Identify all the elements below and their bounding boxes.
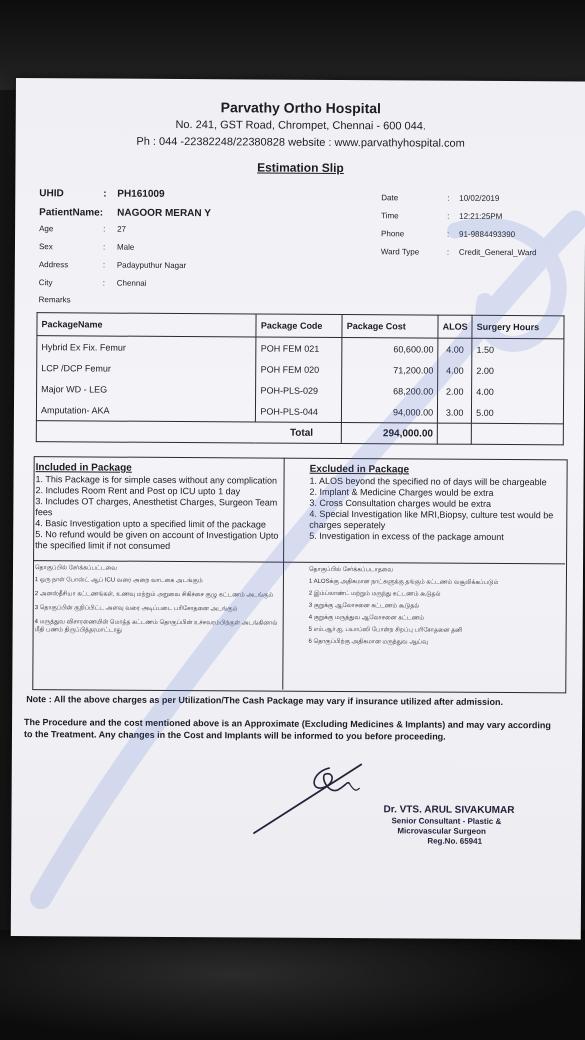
surgery-hours-cell: 5.00 <box>472 402 564 424</box>
list-item: 2 அனஸ்தீசியா கட்டணங்கள், உணவு மற்றும் அறுவை சிகிச்சை குழு கட்டணம் அடங்கும் <box>34 591 274 599</box>
list-item: 3 குறுக்கு ஆலோசனை கட்டணம் கூடுதல் <box>308 602 420 610</box>
estimation-slip-document <box>11 78 585 939</box>
package-name-cell: Major WD - LEG <box>37 378 257 400</box>
time-colon: : <box>447 211 450 221</box>
list-item: 1 ஒரு நாள் போஸ்ட் ஆப் ICU வரை அறை வாடகை அடங்கும் <box>34 577 203 585</box>
age-value: 27 <box>117 224 127 234</box>
hospital-address: No. 241, GST Road, Chrompet, Chennai - 600 044. <box>175 118 426 133</box>
col-header: Surgery Hours <box>472 315 564 339</box>
package-name-cell: Hybrid Ex Fix. Femur <box>37 336 257 359</box>
slip-title: Estimation Slip <box>257 160 344 176</box>
note-insurance: Note : All the above charges as per Utilization/The Cash Package may vary if insurance utilized after admission. <box>26 694 504 707</box>
package-code-cell: POH-PLS-029 <box>256 379 342 401</box>
list-item: 4 மருத்துவ விசாரணையின் மொத்த கட்டணம் தொகுப்பின் உச்சவரம்பிற்குள் அடங்கினால் மீதி பணம் திருப்பித்தரமாட்டாது <box>34 619 278 634</box>
time-value: 12:21:25PM <box>459 211 503 221</box>
address-label: Address <box>38 260 69 270</box>
col-header: Package Cost <box>342 314 438 338</box>
city-value: Chennai <box>116 278 147 288</box>
alos-cell: 3.00 <box>438 402 472 424</box>
remarks-label: Remarks <box>38 295 71 305</box>
excluded-title: Excluded in Package <box>309 463 410 476</box>
col-header: ALOS <box>438 315 472 338</box>
list-item: 3 தொகுப்பின் குறிப்பிட்ட அளவு வரை அடிப்படை பரிசோதனை அடங்கும் <box>34 605 238 613</box>
list-item: 3. Includes OT charges, Anesthetist Charges, Surgeon Team fees <box>35 496 278 518</box>
phone-colon: : <box>447 229 450 239</box>
tamil-title: தொகுப்பில் சேர்க்கப்படாதவை <box>308 566 394 574</box>
list-item: 5. No refund would be given on account of Investigation Upto the specified limit if not consumed <box>35 529 279 551</box>
package-cost-cell: 71,200.00 <box>342 359 438 381</box>
phone-value: 91-9884493390 <box>459 229 516 240</box>
date-value: 10/02/2019 <box>459 193 500 203</box>
sex-label: Sex <box>38 242 53 252</box>
surgery-hours-cell: 2.00 <box>472 360 564 382</box>
city-label: City <box>38 278 53 288</box>
list-item: 6 தொகுப்பிற்கு அதிகமான மருத்துவ ஆய்வு <box>308 638 428 646</box>
list-item: 2. Implant & Medicine Charges would be extra <box>309 486 494 498</box>
package-cost-cell: 94,000.00 <box>342 401 438 423</box>
package-cost-cell: 60,600.00 <box>342 337 438 359</box>
phone-label: Phone <box>381 229 405 239</box>
package-code-cell: POH FEM 020 <box>256 358 342 380</box>
sex-value: Male <box>116 242 135 252</box>
age-colon: : <box>103 224 106 234</box>
included-title: Included in Package <box>35 462 132 474</box>
list-item: 5. Investigation in excess of the package amount <box>309 530 504 542</box>
uhid-label: UHID <box>39 188 64 200</box>
list-item: 1. ALOS beyond the specified no of days will be chargeable <box>309 475 547 488</box>
address-value: Padayputhur Nagar <box>116 260 187 271</box>
surgery-hours-cell: 1.50 <box>472 338 564 360</box>
city-colon: : <box>102 278 106 288</box>
hospital-name: Parvathy Ortho Hospital <box>220 99 381 117</box>
date-label: Date <box>381 193 399 203</box>
ward-value: Credit_General_Ward <box>458 247 537 258</box>
dark-background-top <box>0 0 585 90</box>
alos-cell: 4.00 <box>438 360 472 381</box>
doctor-title: Senior Consultant - Plastic & <box>391 816 502 826</box>
ward-colon: : <box>446 247 450 257</box>
list-item: 4. Special Investigation like MRI,Biopsy, culture test would be charges seperately <box>309 508 554 531</box>
list-item: 4 குறுக்கு மருத்துவ ஆலோசனை கட்டணம் <box>308 614 425 622</box>
patient-name-label: PatientName: <box>39 207 104 219</box>
patient-name-value: NAGOOR MERAN Y <box>117 207 211 220</box>
doctor-specialty: Microvascular Surgeon <box>397 826 486 836</box>
watermark-overlay <box>11 138 585 921</box>
total-value: 294,000.00 <box>342 422 438 444</box>
col-header: Package Code <box>256 314 342 338</box>
list-item: 2. Includes Room Rent and Post op ICU upto 1 day <box>35 485 241 497</box>
dark-background-bottom <box>0 930 585 1040</box>
package-name-cell: LCP /DCP Femur <box>37 357 257 379</box>
ward-label: Ward Type <box>380 247 420 257</box>
note-approximate: The Procedure and the cost mentioned above is an Approximate (Excluding Medicines & Implants) and may vary according to the Treatment. Any changes in the Cost and Implants will be informed to you before proceeding. <box>23 717 551 742</box>
list-item: 5 எம்.ஆர்.ஐ, பயாப்ஸி போன்ற சிறப்பு பரிசோதனை தனி <box>308 626 463 634</box>
hospital-contact: Ph : 044 -22382248/22380828 website : www.parvathyhospital.com <box>136 135 465 150</box>
col-header: PackageName <box>37 313 257 337</box>
package-name-cell: Amputation- AKA <box>36 399 256 422</box>
alos-cell: 2.00 <box>438 381 472 402</box>
sex-colon: : <box>102 242 106 252</box>
list-item: 3. Cross Consultation charges would be extra <box>309 497 492 509</box>
list-item: 4. Basic Investigation upto a specified limit of the package <box>35 518 266 530</box>
package-code-cell: POH FEM 021 <box>256 337 342 359</box>
package-cost-cell: 68,200.00 <box>342 380 438 402</box>
uhid-value: PH161009 <box>117 188 165 200</box>
alos-cell: 4.00 <box>438 338 472 360</box>
total-label: Total <box>36 421 341 444</box>
age-label: Age <box>39 224 54 234</box>
list-item: 1 ALOSக்கு அதிகமான நாட்களுக்கு தங்கும் கட்டணம் வசூலிக்கப்படும் <box>308 578 499 586</box>
tamil-title: தொகுப்பில் சேர்க்கப்பட்டவை <box>34 565 117 572</box>
uhid-colon: : <box>103 188 107 200</box>
doctor-name: Dr. VTS. ARUL SIVAKUMAR <box>383 804 515 817</box>
date-colon: : <box>447 193 450 203</box>
time-label: Time <box>381 211 399 221</box>
list-item: 1. This Package is for simple cases without any complication <box>35 474 278 486</box>
surgery-hours-cell: 4.00 <box>472 381 564 403</box>
package-code-cell: POH-PLS-044 <box>256 400 342 422</box>
list-item: 2 இம்ப்லாண்ட் மற்றும் மருந்து கட்டணம் கூடுதல் <box>308 590 441 598</box>
doctor-reg-no: Reg.No. 65941 <box>427 836 483 846</box>
address-colon: : <box>102 260 106 270</box>
